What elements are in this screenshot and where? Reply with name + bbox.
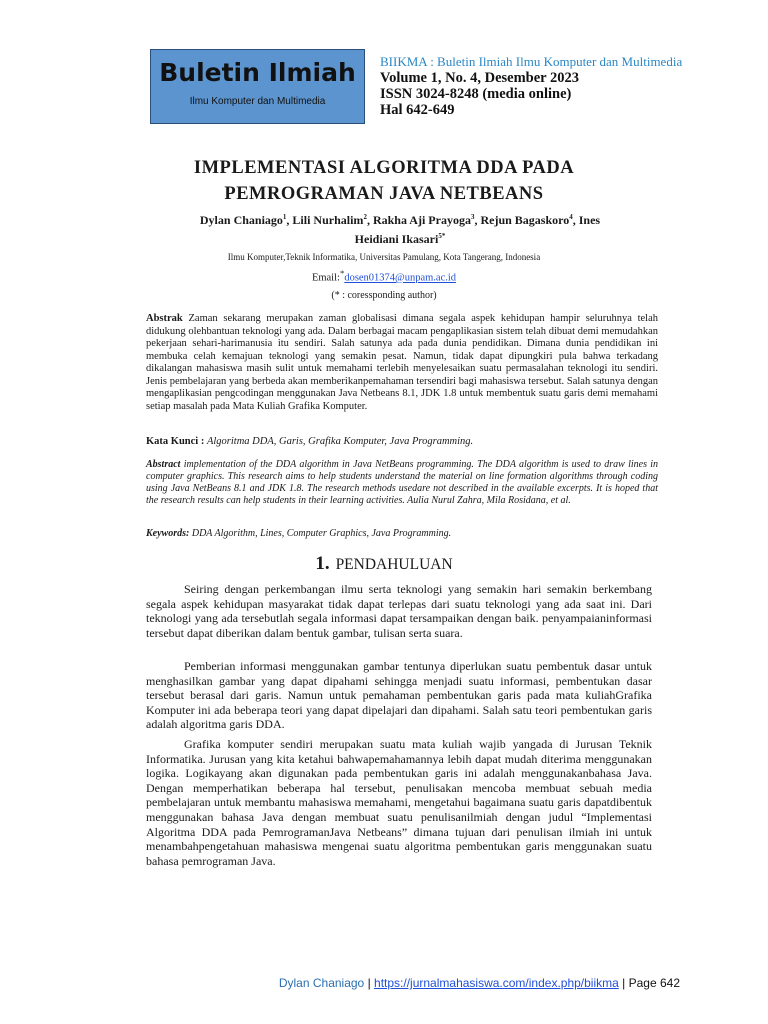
- journal-logo: [150, 49, 365, 124]
- body-paragraph-2: Pemberian informasi menggunakan gambar tentunya diperlukan suatu pembentuk dasar untuk menghasilkan gambar yang dapat dipahami sehingga menjadi suatu informasi, pembentukan dasar tersebut berasal dari garis. Namun untuk pemahaman pembentukan garis pada mata kuliahGrafika Komputer ini ada beberapa teori yang dapat dipelajari dan dipahami. Salah satu teori pembentukan garis adalah algoritma garis DDA.: [146, 659, 652, 732]
- abstract-en-block: [146, 459, 658, 507]
- logo-title: Buletin Ilmiah: [159, 58, 356, 87]
- author-name: , Rejun Bagaskoro: [474, 213, 570, 227]
- author-line-2: [160, 228, 640, 247]
- footer-url-link[interactable]: https://jurnalmahasiswa.com/index.php/biikma: [374, 976, 619, 990]
- author-name: Dylan Chaniago: [199, 213, 283, 227]
- paragraph-text: Grafika komputer sendiri merupakan suatu mata kuliah wajib yangada di Jurusan Teknik Informatika. Jurusan yang kita ketahui bahwapemahamannya lebih dapat mudah diterima menggunakan logika. Logikayang akan digunakan pada pembentukan garis ini adalah menggunakanbahasa Java. Dengan memperhatikan beberapa hal tersebut, penulisakan mencoba membuat sebuah media pembelajaran untuk membantu mahasiswa memahami, mengetahui bagaimana suatu garis dapatdibentuk menggunakan bahasa Java dengan membuat suatu penulisanilmiah dengan judul “: [146, 737, 652, 824]
- section-heading: [0, 553, 768, 575]
- body-paragraph-1: Seiring dengan perkembangan ilmu serta teknologi yang semakin hari semakin berkembang segala aspek kehidupan masyarakat tidak dapat terlepas dari suatu teknologi yang ada saat ini. Dari teknologi yang ada tersebutlah segala informasi dapat tersampaikan dengan baik. penyampaianinformasi tersebut dapat diberikan dalam bentuk gambar, tulisan serta suara.: [146, 582, 652, 640]
- journal-issn: ISSN 3024-8248 (media online): [380, 86, 572, 102]
- keywords-label: Keywords:: [146, 528, 190, 539]
- author-list: [160, 209, 640, 247]
- paragraph-text: ” dimana tujuan dari penulisan ilmiah ini untuk menambahpengetahuan mahasiswa mengenai suatu algoritma pembentukan garis menggunakan suatu bahasa pemrograman Java.: [146, 824, 652, 868]
- author-sup: 1: [282, 213, 287, 221]
- author-sup: 3: [470, 213, 475, 221]
- paper-title-line: PEMROGRAMAN JAVA NETBEANS: [224, 184, 544, 204]
- kata-kunci-label: Kata Kunci :: [146, 436, 205, 447]
- email-link[interactable]: dosen01374@unpam.ac.id: [344, 272, 457, 284]
- email-sup: *: [339, 268, 345, 278]
- corresponding-note: (* : coressponding author): [331, 290, 437, 301]
- abstrak-block: [146, 313, 658, 413]
- author-name: , Ines: [572, 213, 601, 227]
- abstract-en-text: implementation of the DDA algorithm in Java NetBeans programming. The DDA algorithm is used to draw lines in computer graphics. This research aims to help students understand the material on line formation algorithms through coding using Java NetBeans 8.1 and JDK 1.8. The research methods usedare not described in the available excerpts. It is hoped that the research results can help students in their learning activities. Aulia Nurul Zahra, Mila Rosidana, et al.: [146, 459, 659, 506]
- author-line-1: [160, 209, 640, 228]
- section-title: PENDAHULUAN: [335, 556, 453, 573]
- footer-page-number: Page 642: [628, 976, 680, 990]
- author-sup: 4: [569, 213, 573, 221]
- page-footer: [0, 976, 680, 990]
- abstrak-text: Zaman sekarang merupakan zaman globalisasi dimana segala aspek kehidupan hampir seluruhnya telah didukung olehbantuan teknologi yang ada. Dalam berbagai macam pengaplikasian sistem telah dibuat demi memudahkan pekerjaan sehari-harimanusia itu sendiri. Salah satunya ada pada dunia pendidikan. Dimana dunia pendidikan ini membuka celah kemajuan teknologi yang semakin pesat. Namun, tidak dapat dipungkiri pula bahwa terkadang dikalangan mahasiswa masih sulit untuk memahami terlebih menyelesaikan suatu permasalahan teknologi itu sendiri. Jenis pembelajaran yang berbeda akan memberikanpemahaman tersendiri bagi mahasiswa tersebut. Salah satunya dengan mengaplikasian pengcodingan menggunakan Java Netbeans 8.1, JDK 1.8 untuk membentuk suatu garis demi memahami setiap masalah pada Mata Kuliah Grafika Komputer.: [146, 313, 658, 412]
- journal-header: [380, 54, 682, 118]
- kata-kunci-text: Algoritma DDA, Garis, Grafika Komputer, Java Programming.: [206, 436, 474, 447]
- journal-volume: Volume 1, No. 4, Desember 2023: [380, 70, 579, 86]
- author-sup: 5*: [438, 232, 446, 240]
- author-sup: 2: [363, 213, 367, 221]
- footer-separator: |: [364, 976, 375, 990]
- logo-subtitle: Ilmu Komputer dan Multimedia: [189, 96, 326, 107]
- email-line: [0, 268, 768, 284]
- journal-name: BIIKMA : Buletin Ilmiah Ilmu Komputer dan Multimedia: [380, 54, 683, 69]
- email-label: Email:: [311, 272, 340, 284]
- kata-kunci-block: [146, 436, 658, 449]
- affiliation: Ilmu Komputer,Teknik Informatika, Universitas Pamulang, Kota Tangerang, Indonesia: [227, 252, 541, 262]
- body-paragraph-3: [146, 737, 652, 868]
- footer-author: Dylan Chaniago: [278, 976, 365, 990]
- author-name: , Rakha Aji Prayoga: [366, 213, 471, 227]
- paper-title-line: IMPLEMENTASI ALGORITMA DDA PADA: [193, 158, 575, 178]
- abstrak-label: Abstrak: [146, 313, 183, 324]
- paragraph-emphasis: Implementasi Algoritma DDA pada PemrogramanJava Netbeans: [146, 809, 652, 839]
- keywords-block: [146, 528, 658, 541]
- abstract-en-label: Abstract: [146, 459, 181, 470]
- section-number: 1.: [315, 553, 330, 574]
- footer-separator: |: [618, 976, 629, 990]
- author-name: Heidiani Ikasari: [354, 232, 439, 246]
- keywords-text: DDA Algorithm, Lines, Computer Graphics, Java Programming.: [191, 528, 452, 539]
- author-name: , Lili Nurhalim: [286, 213, 364, 227]
- journal-pages: Hal 642-649: [380, 102, 455, 118]
- paper-title: [0, 155, 768, 207]
